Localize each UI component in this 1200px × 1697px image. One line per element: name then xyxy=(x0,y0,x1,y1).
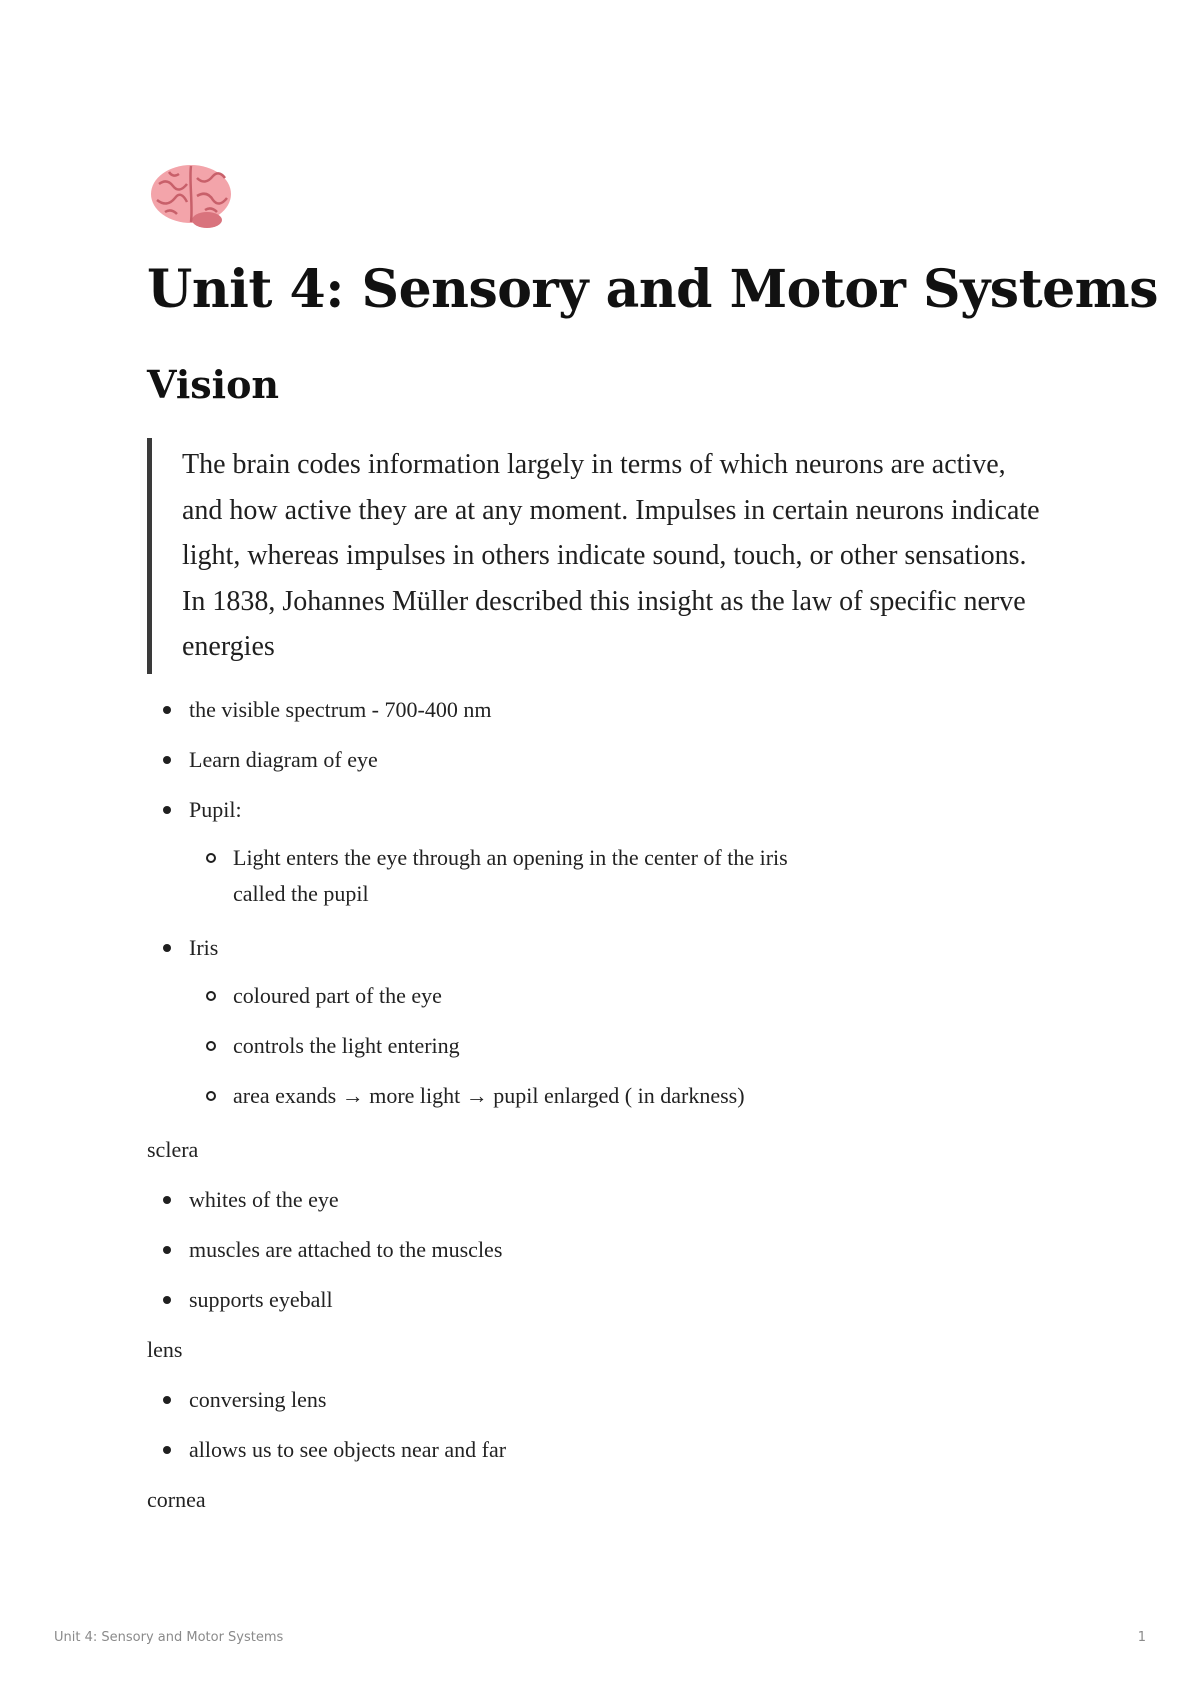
label-cornea: cornea xyxy=(147,1486,206,1512)
bullet-circle-icon xyxy=(206,853,216,863)
bullet-circle-icon xyxy=(206,1041,216,1051)
section-heading-vision: Vision xyxy=(147,362,280,407)
sub-list-item xyxy=(189,1078,1067,1114)
list-item-text: the visible spectrum - 700-400 nm xyxy=(189,696,492,722)
blockquote: The brain codes information largely in terms of which neurons are active, and how active they are at any moment. Impulses in certain neurons indicate light, whereas impulses in others indicate sound, touch, or other sensations. In 1838, Johannes Müller described this insight as the law of specific nerve energies xyxy=(147,438,1042,674)
bullet-disc-icon xyxy=(163,706,171,714)
footer-title: Unit 4: Sensory and Motor Systems xyxy=(54,1630,284,1645)
label-sclera: sclera xyxy=(147,1136,199,1162)
sub-list-item-text: coloured part of the eye xyxy=(233,982,442,1008)
list-item xyxy=(147,746,1067,774)
list-item-text: Pupil: xyxy=(189,796,242,822)
label-lens: lens xyxy=(147,1336,183,1362)
page-number: 1 xyxy=(1137,1630,1146,1645)
bullet-disc-icon xyxy=(163,1396,171,1404)
list-item xyxy=(147,1236,1067,1264)
page-footer xyxy=(54,1630,1146,1645)
sub-list xyxy=(189,978,1067,1114)
list-item xyxy=(147,696,1067,724)
sub-list xyxy=(189,840,1067,912)
bullet-disc-icon xyxy=(163,806,171,814)
bullet-disc-icon xyxy=(163,756,171,764)
brain-icon xyxy=(147,160,237,232)
page-title: Unit 4: Sensory and Motor Systems xyxy=(147,259,1158,320)
list-item-text: Learn diagram of eye xyxy=(189,746,378,772)
bullet-disc-icon xyxy=(163,944,171,952)
list-item-text: whites of the eye xyxy=(189,1186,339,1212)
lens-list xyxy=(147,1386,1067,1464)
sub-list-item xyxy=(189,840,1067,912)
sub-list-item-text: Light enters the eye through an opening in the center of the iris called the pupil xyxy=(233,844,788,906)
list-item xyxy=(147,1386,1067,1414)
sub-list-item xyxy=(189,1028,1067,1064)
list-item xyxy=(147,1286,1067,1314)
bullet-disc-icon xyxy=(163,1246,171,1254)
page-content xyxy=(147,160,1158,1536)
sub-list-item-text: area exands → more light → pupil enlarged ( in darkness) xyxy=(233,1082,745,1108)
sub-list-item xyxy=(189,978,1067,1014)
list-item-text: conversing lens xyxy=(189,1386,327,1412)
list-item-text: Iris xyxy=(189,934,219,960)
bullet-disc-icon xyxy=(163,1296,171,1304)
list-item xyxy=(147,934,1067,1114)
bullet-circle-icon xyxy=(206,991,216,1001)
bullet-circle-icon xyxy=(206,1091,216,1101)
sclera-list xyxy=(147,1186,1067,1314)
list-item-text: allows us to see objects near and far xyxy=(189,1436,507,1462)
list-item-text: muscles are attached to the muscles xyxy=(189,1236,503,1262)
list-item xyxy=(147,796,1067,912)
sub-list-item-text: controls the light entering xyxy=(233,1032,460,1058)
bullet-disc-icon xyxy=(163,1446,171,1454)
list-item xyxy=(147,1436,1067,1464)
list-item xyxy=(147,1186,1067,1214)
vision-list xyxy=(147,696,1067,1114)
list-item-text: supports eyeball xyxy=(189,1286,333,1312)
bullet-disc-icon xyxy=(163,1196,171,1204)
